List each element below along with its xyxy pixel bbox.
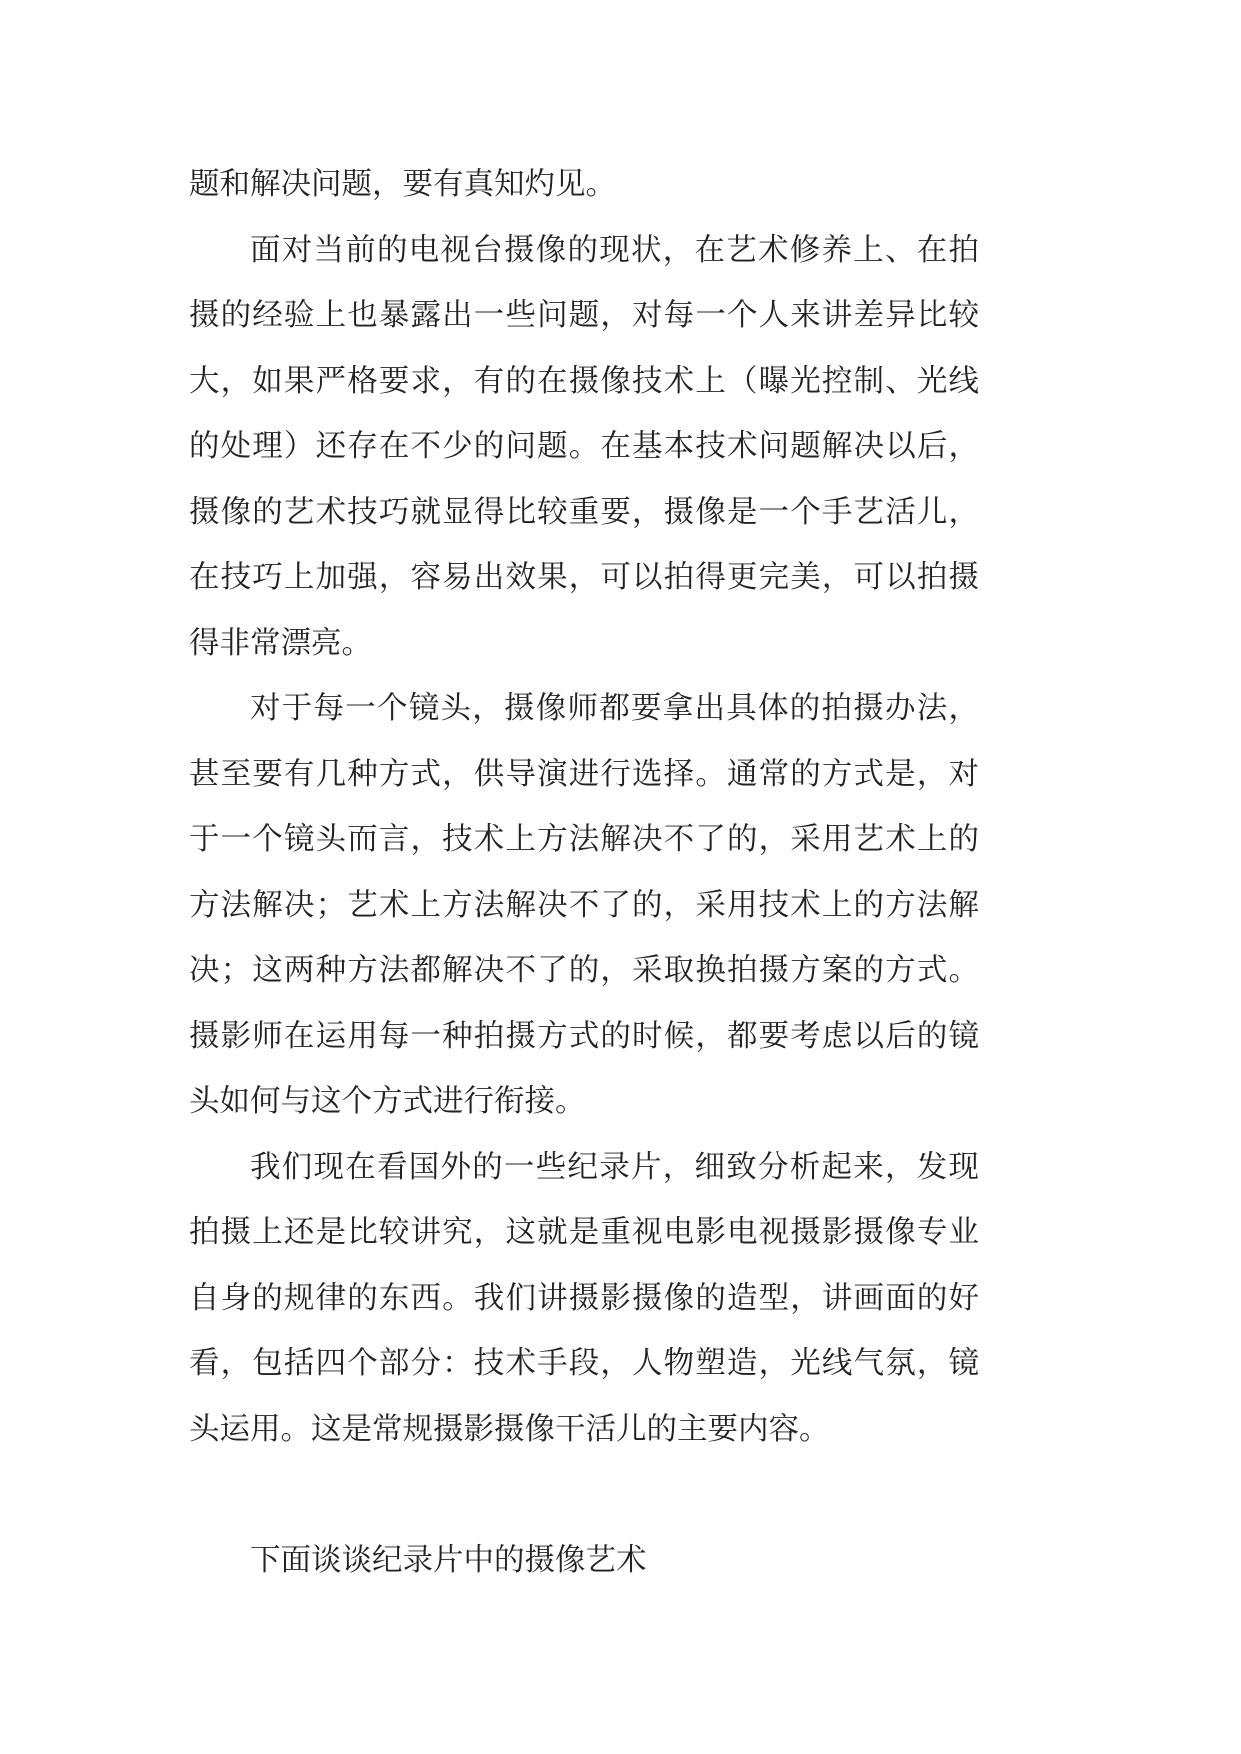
paragraph-foreign-documentaries: 我们现在看国外的一些纪录片，细致分析起来，发现拍摄上还是比较讲究，这就是重视电影电视摄影摄像专业自身的规律的东西。我们讲摄影摄像的造型，讲画面的好看，包括四个部分：技术手段，人物塑造，光线气氛，镜头运用。这是常规摄影摄像干活儿的主要内容。 [189,1149,979,1447]
paragraph-continued: 题和解决问题，要有真知灼见。 [189,167,616,202]
document-body [189,152,979,1593]
section-heading: 下面谈谈纪录片中的摄像艺术 [250,1542,647,1578]
paragraph-camera-status: 面对当前的电视台摄像的现状，在艺术修养上、在拍摄的经验上也暴露出一些问题，对每一个人来讲差异比较大，如果严格要求，有的在摄像技术上（曝光控制、光线的处理）还存在不少的问题。在基本技术问题解决以后，摄像的艺术技巧就显得比较重要，摄像是一个手艺活儿，在技巧上加强，容易出效果，可以拍得更完美，可以拍摄得非常漂亮。 [189,232,979,661]
paragraph-shot-methods: 对于每一个镜头，摄像师都要拿出具体的拍摄办法，甚至要有几种方式，供导演进行选择。通常的方式是，对于一个镜头而言，技术上方法解决不了的，采用艺术上的方法解决；艺术上方法解决不了的，采用技术上的方法解决；这两种方法都解决不了的，采取换拍摄方案的方式。摄影师在运用每一种拍摄方式的时候，都要考虑以后的镜头如何与这个方式进行衔接。 [189,691,979,1119]
